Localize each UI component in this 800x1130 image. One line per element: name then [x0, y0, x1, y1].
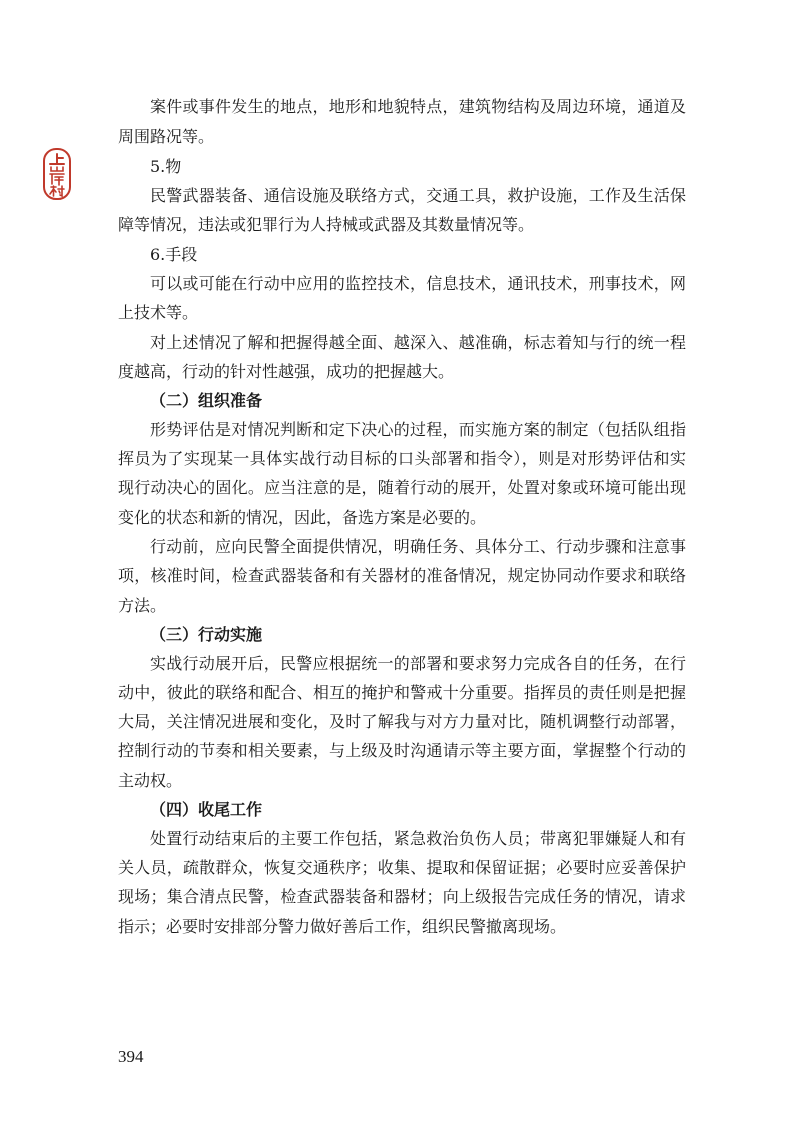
- section-heading: （三）行动实施: [150, 625, 263, 644]
- section-number: 6.手段: [150, 245, 198, 264]
- section-heading: （二）组织准备: [150, 391, 263, 410]
- paragraph-line: 控制行动的节奏和相关要素，与上级及时沟通请示等主要方面，掌握整个行动的: [118, 741, 686, 760]
- paragraph-line: 周围路况等。: [118, 127, 215, 146]
- paragraph-line: 关人员，疏散群众，恢复交通秩序；收集、提取和保留证据；必要时应妥善保护: [118, 858, 686, 877]
- paragraph-line: 挥员为了实现某一具体实战行动目标的口头部署和指令），则是对形势评估和实: [118, 449, 686, 468]
- paragraph-line: 大局，关注情况进展和变化，及时了解我与对方力量对比，随机调整行动部署，: [118, 712, 686, 731]
- paragraph-line: 形势评估是对情况判断和定下决心的过程，而实施方案的制定（包括队组指: [150, 420, 686, 439]
- paragraph-line: 民警武器装备、通信设施及联络方式，交通工具，救护设施，工作及生活保: [150, 186, 686, 205]
- paragraph-line: 项，核准时间，检查武器装备和有关器材的准备情况，规定协同动作要求和联络: [118, 566, 686, 585]
- page-number: 394: [118, 1047, 144, 1066]
- paragraph-line: 指示；必要时安排部分警力做好善后工作，组织民警撤离现场。: [118, 917, 567, 936]
- paragraph-line: 现场；集合清点民警，检查武器装备和器材；向上级报告完成任务的情况，请求: [118, 887, 686, 906]
- paragraph-line: 度越高，行动的针对性越强，成功的把握越大。: [118, 362, 455, 381]
- paragraph-line: 案件或事件发生的地点，地形和地貌特点，建筑物结构及周边环境，通道及: [150, 97, 686, 116]
- paragraph-line: 实战行动展开后，民警应根据统一的部署和要求努力完成各自的任务，在行: [150, 654, 686, 673]
- seal-stamp-icon: [42, 148, 72, 200]
- paragraph-line: 变化的状态和新的情况，因此，备选方案是必要的。: [118, 508, 487, 527]
- paragraph-line: 动中，彼此的联络和配合、相互的掩护和警戒十分重要。指挥员的责任则是把握: [118, 683, 686, 702]
- section-heading: （四）收尾工作: [150, 800, 263, 819]
- paragraph-line: 方法。: [118, 596, 167, 615]
- paragraph-line: 上技术等。: [118, 303, 199, 322]
- paragraph-line: 处置行动结束后的主要工作包括，紧急救治负伤人员；带离犯罪嫌疑人和有: [150, 829, 686, 848]
- paragraph-line: 对上述情况了解和把握得越全面、越深入、越准确，标志着知与行的统一程: [150, 333, 686, 352]
- section-number: 5.物: [150, 157, 182, 176]
- paragraph-line: 主动权。: [118, 771, 183, 790]
- paragraph-line: 行动前，应向民警全面提供情况，明确任务、具体分工、行动步骤和注意事: [150, 537, 686, 556]
- paragraph-line: 可以或可能在行动中应用的监控技术，信息技术，通讯技术，刑事技术，网: [150, 274, 686, 293]
- paragraph-line: 现行动决心的固化。应当注意的是，随着行动的展开，处置对象或环境可能出现: [118, 478, 686, 497]
- paragraph-line: 障等情况，违法或犯罪行为人持械或武器及其数量情况等。: [118, 215, 535, 234]
